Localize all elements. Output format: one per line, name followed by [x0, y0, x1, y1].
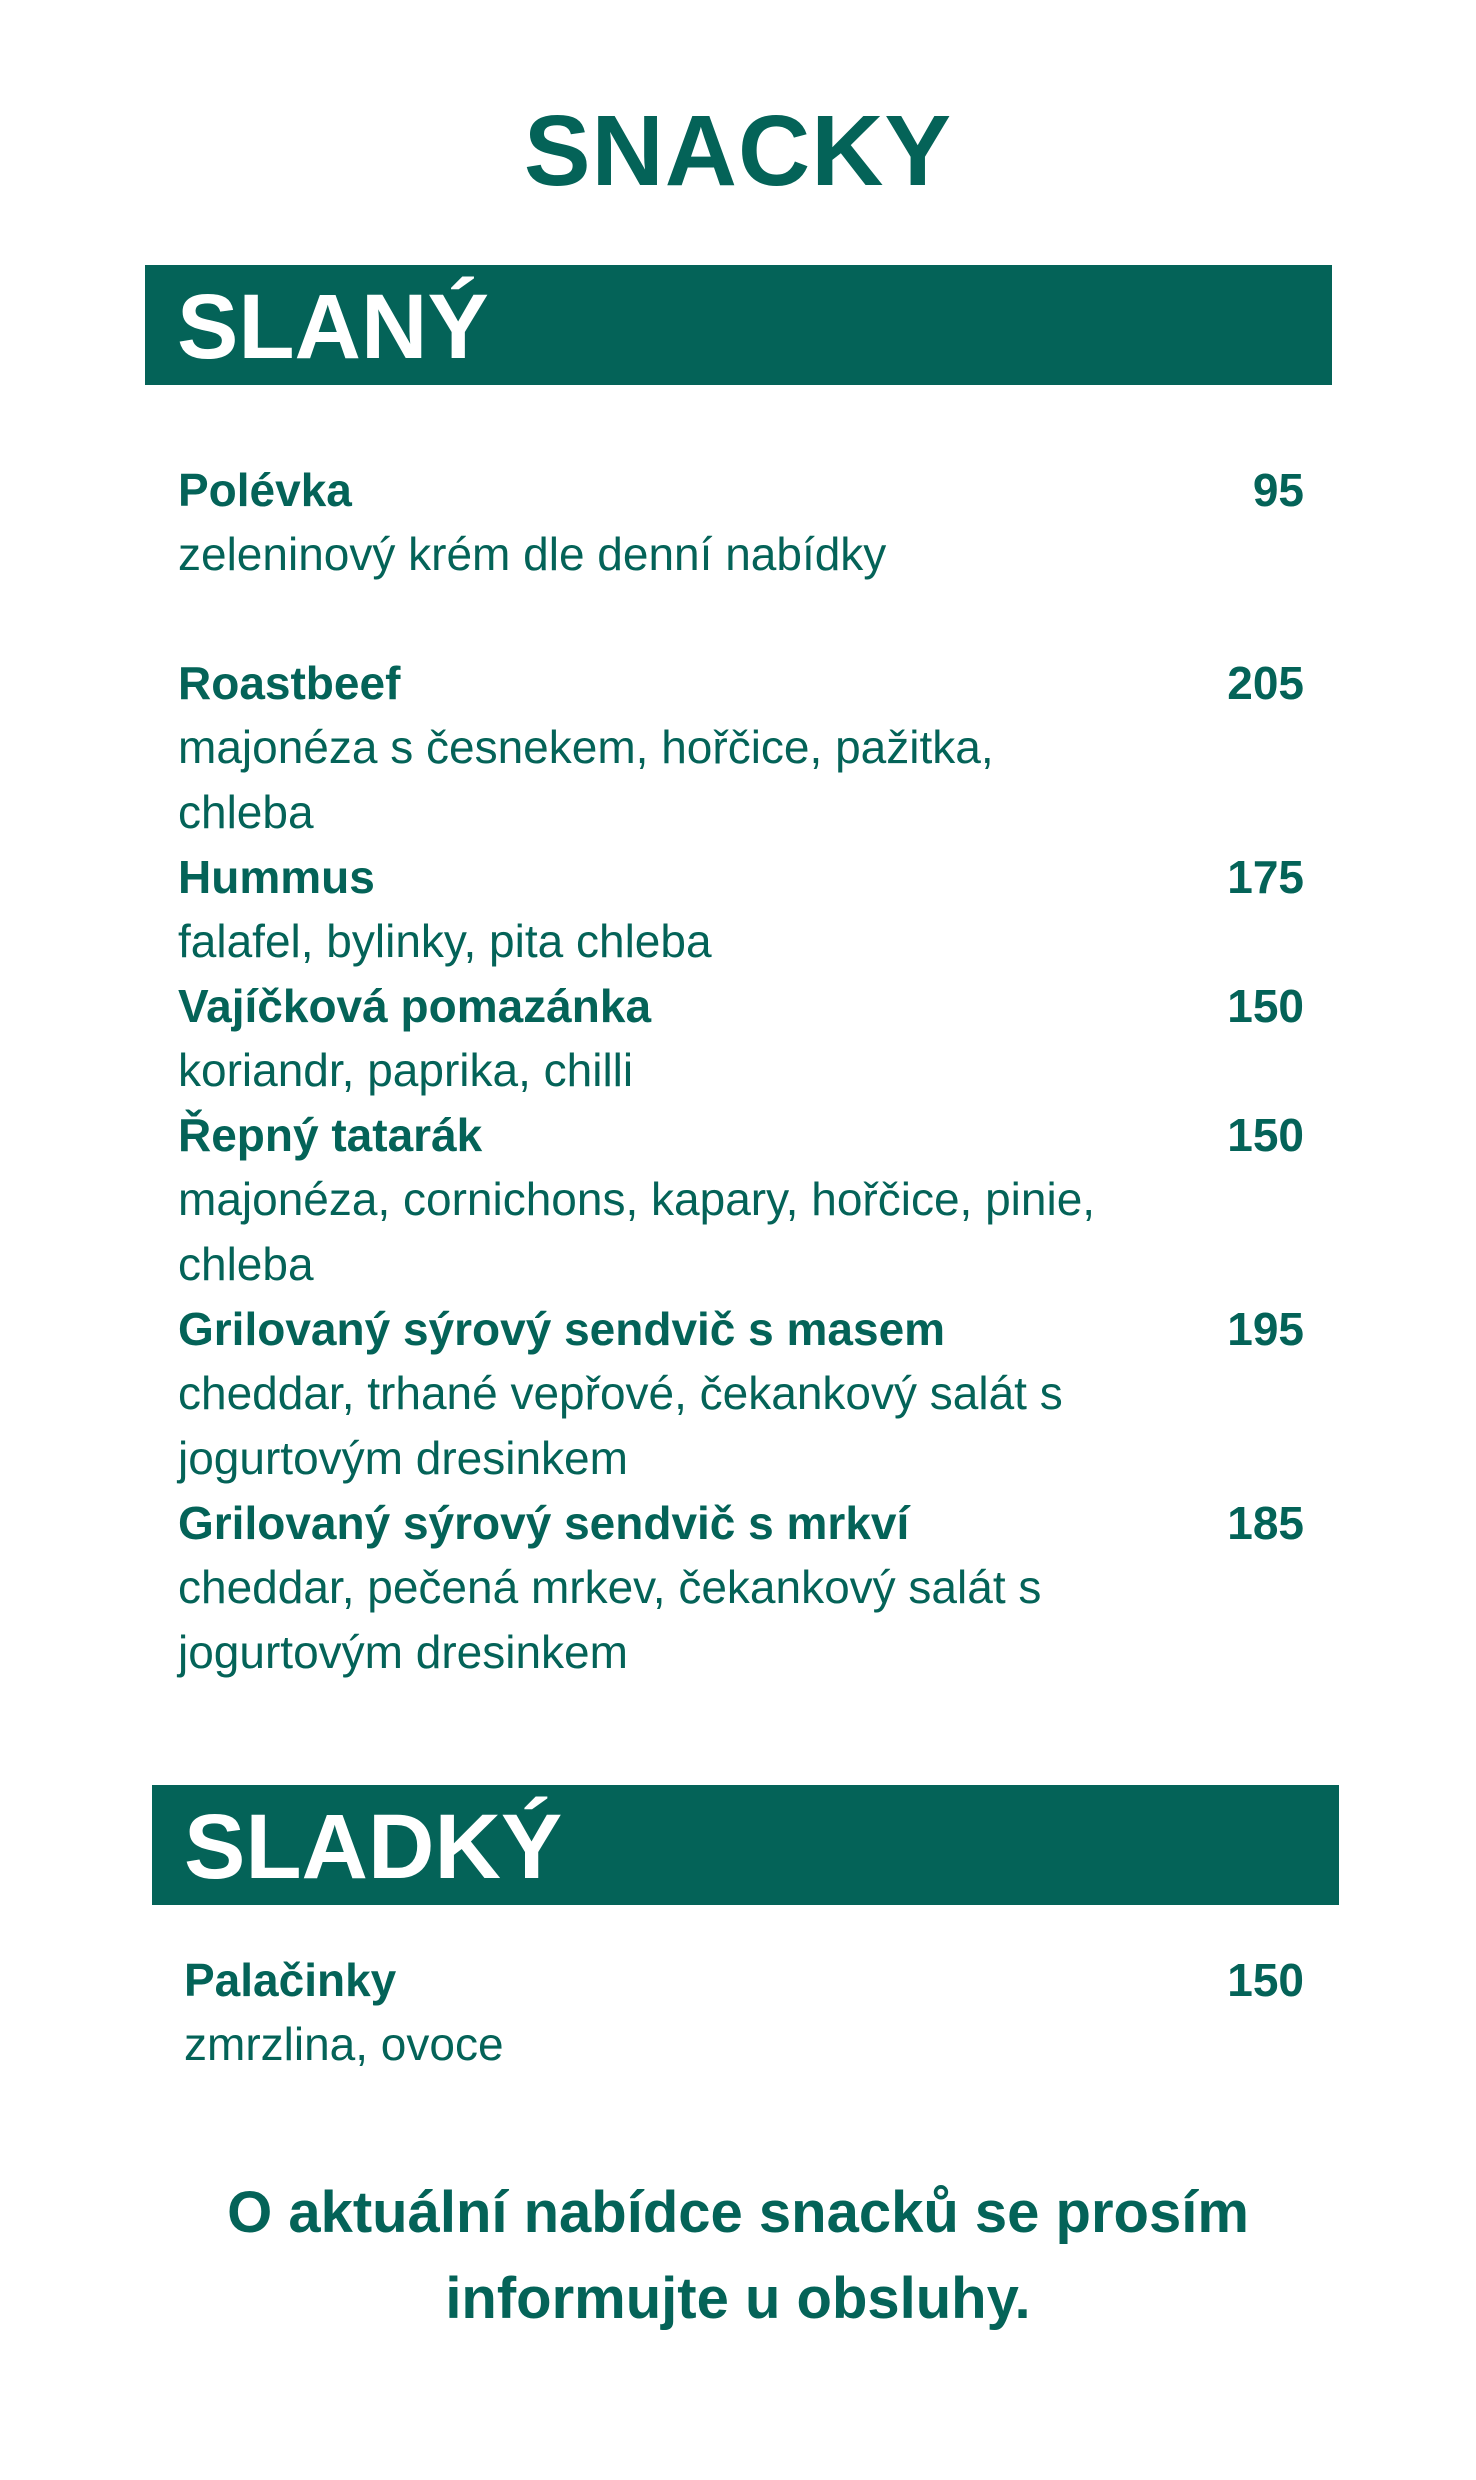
item-description: cheddar, trhané vepřové, čekankový salát s jogurtovým dresinkem [178, 1367, 1063, 1484]
menu-item-polevka [178, 458, 1304, 587]
item-price: 150 [1227, 980, 1304, 1032]
item-name: Roastbeef [178, 657, 401, 709]
section-title-sweet: SLADKÝ [184, 1796, 563, 1898]
item-price: 205 [1227, 657, 1304, 709]
footer-line-1: O aktuální nabídce snacků se prosím [227, 2180, 1249, 2245]
section-header-sweet [152, 1785, 1339, 1905]
item-description: zeleninový krém dle denní nabídky [178, 528, 887, 580]
item-price: 185 [1227, 1497, 1304, 1549]
menu-item-vajickova-pomazanka [178, 974, 1304, 1103]
item-name: Grilovaný sýrový sendvič s mrkví [178, 1497, 910, 1549]
item-description: koriandr, paprika, chilli [178, 1044, 634, 1096]
menu-item-sendvic-s-masem [178, 1297, 1304, 1491]
item-price: 175 [1227, 851, 1304, 903]
spacer [178, 587, 1304, 651]
footer-note [0, 2170, 1476, 2342]
menu-item-hummus [178, 845, 1304, 974]
page-title: SNACKY [523, 95, 953, 207]
menu-item-palacinky [184, 1948, 1304, 2077]
menu-list-sweet [184, 1948, 1304, 2077]
item-price: 95 [1252, 464, 1304, 516]
item-description: falafel, bylinky, pita chleba [178, 915, 712, 967]
item-price: 195 [1227, 1303, 1304, 1355]
section-title-salty: SLANÝ [177, 276, 489, 378]
menu-list-salty [178, 458, 1304, 1685]
item-name: Grilovaný sýrový sendvič s masem [178, 1303, 946, 1355]
item-price: 150 [1227, 1109, 1304, 1161]
item-name: Hummus [178, 851, 375, 903]
item-description: majonéza, cornichons, kapary, hořčice, pinie, chleba [178, 1173, 1096, 1290]
item-description: majonéza s česnekem, hořčice, pažitka, chleba [178, 721, 994, 838]
item-description: zmrzlina, ovoce [184, 2018, 504, 2070]
footer-line-2: informujte u obsluhy. [445, 2266, 1031, 2331]
item-description: cheddar, pečená mrkev, čekankový salát s jogurtovým dresinkem [178, 1561, 1042, 1678]
menu-item-roastbeef [178, 651, 1304, 845]
item-name: Vajíčková pomazánka [178, 980, 652, 1032]
section-header-salty [145, 265, 1332, 385]
item-name: Řepný tatarák [178, 1109, 483, 1161]
menu-item-repny-tatarak [178, 1103, 1304, 1297]
menu-item-sendvic-s-mrkvi [178, 1491, 1304, 1685]
item-price: 150 [1227, 1954, 1304, 2006]
item-name: Polévka [178, 464, 352, 516]
item-name: Palačinky [184, 1954, 397, 2006]
